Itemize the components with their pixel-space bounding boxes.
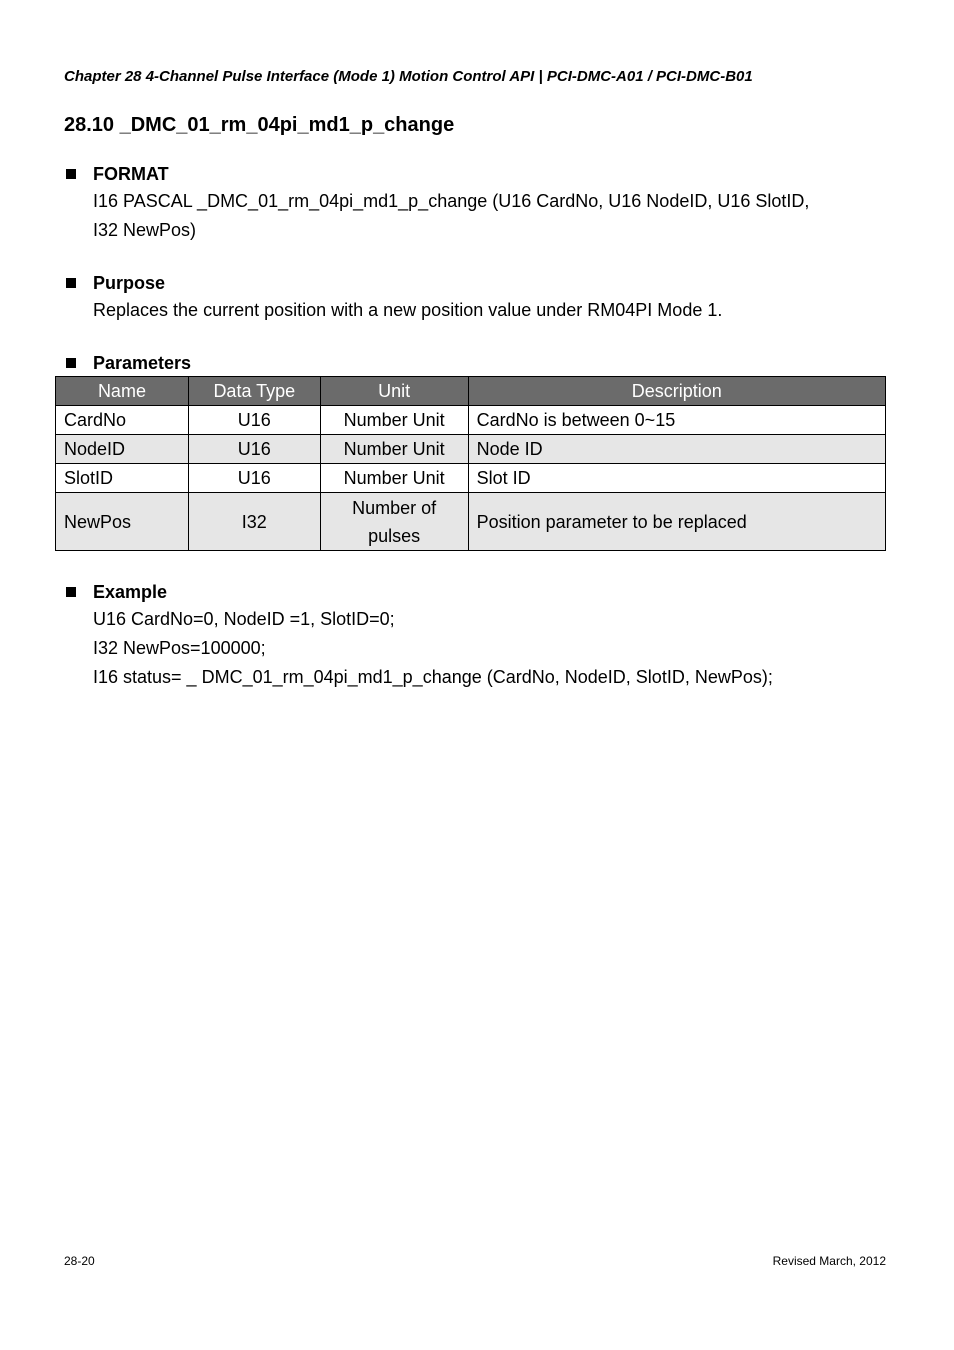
format-line-1: I16 PASCAL _DMC_01_rm_04pi_md1_p_change (U16 CardNo, U16 NodeID, U16 SlotID, xyxy=(93,191,810,211)
cell-unit: Number Unit xyxy=(320,435,468,464)
cell-description: Position parameter to be replaced xyxy=(468,493,885,551)
cell-description: CardNo is between 0~15 xyxy=(468,406,885,435)
chapter-header: Chapter 28 4-Channel Pulse Interface (Mode 1) Motion Control API | PCI-DMC-A01 / PCI-DMC-B01 xyxy=(64,68,753,85)
cell-unit: Number Unit xyxy=(320,464,468,493)
purpose-section xyxy=(64,270,886,325)
example-line-2: I32 NewPos=100000; xyxy=(93,638,266,658)
format-heading-label: FORMAT xyxy=(93,163,169,184)
page-number: 28-20 xyxy=(64,1254,95,1268)
table-row xyxy=(56,493,886,551)
example-section xyxy=(64,579,886,692)
table-row xyxy=(56,435,886,464)
parameters-table xyxy=(55,376,886,551)
parameters-heading-label: Parameters xyxy=(93,352,192,373)
example-heading-label: Example xyxy=(93,581,168,602)
cell-name: NodeID xyxy=(56,435,189,464)
cell-data-type: I32 xyxy=(188,493,320,551)
table-row xyxy=(56,464,886,493)
format-heading xyxy=(64,161,886,187)
table-header-row xyxy=(56,377,886,406)
cell-name: SlotID xyxy=(56,464,189,493)
table-row xyxy=(56,406,886,435)
parameters-heading xyxy=(64,350,886,376)
purpose-heading xyxy=(64,270,886,296)
format-section xyxy=(64,161,886,245)
square-bullet-icon xyxy=(66,169,76,179)
cell-name: CardNo xyxy=(56,406,189,435)
column-header-unit: Unit xyxy=(320,377,468,406)
revision-note: Revised March, 2012 xyxy=(772,1254,886,1268)
cell-name: NewPos xyxy=(56,493,189,551)
purpose-heading-label: Purpose xyxy=(93,272,166,293)
cell-data-type: U16 xyxy=(188,435,320,464)
cell-unit: Number Unit xyxy=(320,406,468,435)
column-header-description: Description xyxy=(468,377,885,406)
column-header-data-type: Data Type xyxy=(188,377,320,406)
square-bullet-icon xyxy=(66,587,76,597)
square-bullet-icon xyxy=(66,278,76,288)
example-line-1: U16 CardNo=0, NodeID =1, SlotID=0; xyxy=(93,609,395,629)
cell-unit-line-2: pulses xyxy=(368,525,421,546)
section-title: 28.10 _DMC_01_rm_04pi_md1_p_change xyxy=(64,114,455,136)
cell-unit-line-1: Number of xyxy=(352,497,437,518)
purpose-text: Replaces the current position with a new position value under RM04PI Mode 1. xyxy=(93,300,723,320)
cell-data-type: U16 xyxy=(188,464,320,493)
format-line-2: I32 NewPos) xyxy=(93,220,197,240)
cell-data-type: U16 xyxy=(188,406,320,435)
square-bullet-icon xyxy=(66,358,76,368)
cell-unit xyxy=(320,493,468,551)
column-header-name: Name xyxy=(56,377,189,406)
example-line-3: I16 status= _ DMC_01_rm_04pi_md1_p_change (CardNo, NodeID, SlotID, NewPos); xyxy=(93,667,773,687)
parameters-section xyxy=(64,350,886,376)
example-heading xyxy=(64,579,886,605)
cell-description: Node ID xyxy=(468,435,885,464)
cell-description: Slot ID xyxy=(468,464,885,493)
